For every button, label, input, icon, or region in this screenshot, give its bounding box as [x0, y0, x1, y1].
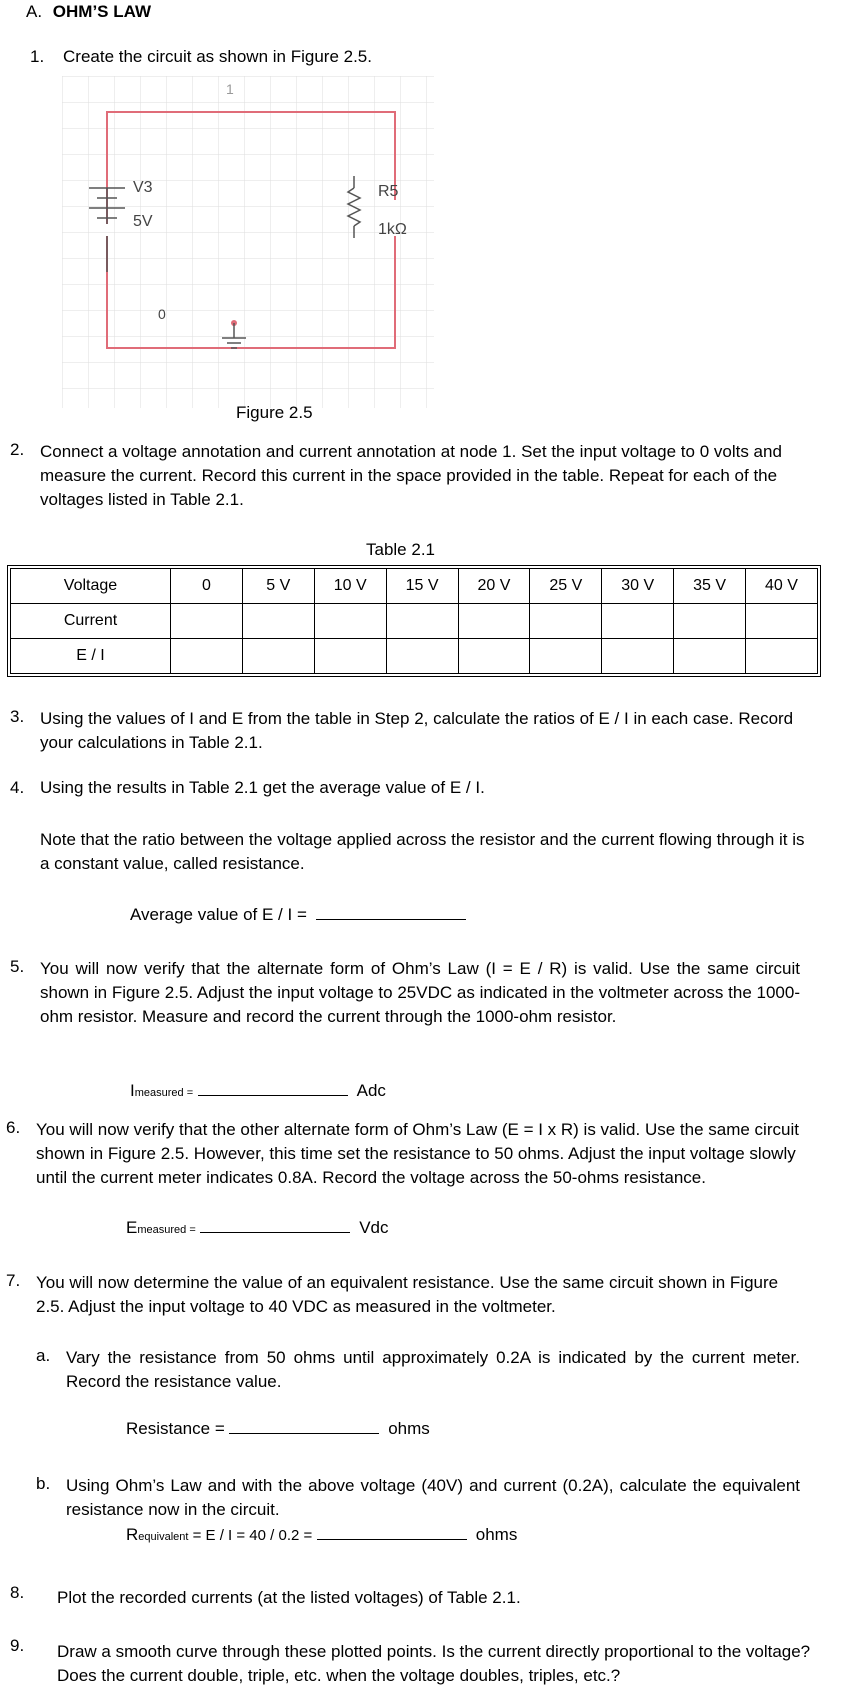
i-measured-subscript: measured: [134, 1087, 184, 1099]
average-blank[interactable]: [316, 903, 466, 920]
current-cell: [746, 604, 818, 639]
i-measured-symbol: I: [130, 1081, 135, 1100]
row-header-voltage: Voltage: [11, 569, 171, 604]
row-header-current: Current: [11, 604, 171, 639]
voltage-cell: 40 V: [746, 569, 818, 604]
table-row-ratio: [11, 639, 818, 674]
step-4-number: 4.: [10, 778, 25, 797]
step-7b-text: Using Ohm’s Law and with the above voltage (40V) and current (0.2A), calculate the equivalent resistance now in the circuit.: [66, 1476, 800, 1519]
ratio-cell: [458, 639, 530, 674]
source-name: V3: [133, 179, 153, 196]
ground-node-label: 0: [158, 306, 166, 322]
step-7-text: You will now determine the value of an equivalent resistance. Use the same circuit shown in Figure 2.5. Adjust the input voltage to 40 VDC as measured in the voltmeter.: [36, 1273, 779, 1316]
ratio-cell: [386, 639, 458, 674]
r-equivalent-line: [126, 1523, 517, 1545]
voltage-cell: 30 V: [602, 569, 674, 604]
ratio-cell: [314, 639, 386, 674]
e-measured-blank[interactable]: [200, 1216, 350, 1233]
ratio-cell: [602, 639, 674, 674]
step-7a-text: Vary the resistance from 50 ohms until approximately 0.2A is indicated by the current meter. Record the resistance value.: [66, 1348, 800, 1391]
step-7b-letter: b.: [36, 1474, 51, 1493]
resistance-unit: ohms: [388, 1419, 430, 1438]
voltage-cell: 10 V: [314, 569, 386, 604]
ratio-cell: [242, 639, 314, 674]
step-1-number: 1.: [30, 47, 45, 66]
voltage-cell: 25 V: [530, 569, 602, 604]
i-measured-line: [130, 1079, 386, 1101]
resistance-label: Resistance =: [126, 1419, 225, 1438]
step-7a-letter: a.: [36, 1346, 51, 1365]
step-2-number: 2.: [10, 440, 25, 459]
table-row-current: [11, 604, 818, 639]
ratio-cell: [746, 639, 818, 674]
table-row-voltage: [11, 569, 818, 604]
r-equivalent-formula: = E / I = 40 / 0.2 =: [188, 1527, 313, 1544]
e-measured-unit: Vdc: [359, 1218, 389, 1237]
e-measured-equals: =: [186, 1224, 196, 1236]
voltage-cell: 35 V: [674, 569, 746, 604]
row-header-ratio: E / I: [11, 639, 171, 674]
step-8-text: Plot the recorded currents (at the listed voltages) of Table 2.1.: [57, 1588, 521, 1607]
step-5-number: 5.: [10, 957, 25, 976]
step-7-number: 7.: [6, 1271, 21, 1290]
ratio-cell: [674, 639, 746, 674]
current-cell: [530, 604, 602, 639]
step-3-number: 3.: [10, 707, 25, 726]
r-equivalent-symbol: R: [126, 1525, 139, 1544]
r-equivalent-subscript: equivalent: [138, 1531, 189, 1543]
i-measured-unit: Adc: [356, 1081, 386, 1100]
average-label: Average value of E / I =: [130, 905, 307, 924]
resistor-value: 1kΩ: [378, 221, 407, 238]
step-6-number: 6.: [6, 1118, 21, 1137]
step-9-text: Draw a smooth curve through these plotted points. Is the current directly proportional to the voltage? Does the current double, triple, etc. when the voltage doubles, triples, etc.?: [57, 1642, 811, 1685]
step-9-number: 9.: [10, 1636, 25, 1655]
figure-caption: Figure 2.5: [236, 403, 313, 422]
step-8-number: 8.: [10, 1583, 25, 1602]
resistance-line: [126, 1417, 430, 1439]
resistor-name: R5: [378, 183, 399, 200]
resistance-blank[interactable]: [229, 1417, 379, 1434]
current-cell: [602, 604, 674, 639]
current-cell: [674, 604, 746, 639]
voltage-cell: 20 V: [458, 569, 530, 604]
circuit-schematic: [62, 76, 434, 408]
step-6-text: You will now verify that the other alternate form of Ohm’s Law (E = I x R) is valid. Use the same circuit shown in Figure 2.5. However, this time set the resistance to 50 ohms. Adjust the input voltage slowly until the current meter indicates 0.8A. Record the voltage across the 50-ohms resistance.: [36, 1120, 799, 1187]
node-1-label: 1: [226, 81, 234, 97]
step-1-text: Create the circuit as shown in Figure 2.5.: [63, 47, 372, 66]
step-5-text: You will now verify that the alternate form of Ohm’s Law (I = E / R) is valid. Use the same circuit shown in Figure 2.5. Adjust the input voltage to 25VDC as indicated in the voltmeter across the 1000-ohm resistor. Measure and record the current through the 1000-ohm resistor.: [40, 959, 800, 1026]
table-2-1: [10, 568, 818, 674]
current-cell: [458, 604, 530, 639]
r-equivalent-unit: ohms: [475, 1525, 518, 1544]
e-measured-symbol: E: [126, 1218, 138, 1237]
current-cell: [242, 604, 314, 639]
i-measured-blank[interactable]: [198, 1079, 348, 1096]
voltage-cell: 0: [171, 569, 243, 604]
step-4-note: Note that the ratio between the voltage applied across the resistor and the current flowing through it is a constant value, called resistance.: [40, 830, 805, 873]
e-measured-line: [126, 1216, 389, 1238]
voltage-cell: 5 V: [242, 569, 314, 604]
i-measured-equals: =: [183, 1087, 194, 1099]
current-cell: [314, 604, 386, 639]
section-title: OHM’S LAW: [52, 2, 152, 21]
step-2-text: Connect a voltage annotation and current annotation at node 1. Set the input voltage to 0 volts and measure the current. Record this current in the space provided in the table. Repeat for each of the voltages listed in Table 2.1.: [40, 442, 782, 509]
current-cell: [171, 604, 243, 639]
step-4-text: Using the results in Table 2.1 get the average value of E / I.: [40, 778, 485, 797]
voltage-cell: 15 V: [386, 569, 458, 604]
source-value: 5V: [133, 213, 153, 230]
r-equivalent-blank[interactable]: [317, 1523, 467, 1540]
table-caption: Table 2.1: [366, 540, 435, 559]
e-measured-subscript: measured: [137, 1224, 187, 1236]
section-letter: A.: [26, 2, 43, 21]
current-cell: [386, 604, 458, 639]
section-heading: [26, 2, 151, 22]
step-3-text: Using the values of I and E from the table in Step 2, calculate the ratios of E / I in each case. Record your calculations in Table 2.1.: [40, 709, 794, 752]
ratio-cell: [171, 639, 243, 674]
schematic-grid: [62, 76, 434, 408]
average-line: [130, 903, 466, 925]
ratio-cell: [530, 639, 602, 674]
